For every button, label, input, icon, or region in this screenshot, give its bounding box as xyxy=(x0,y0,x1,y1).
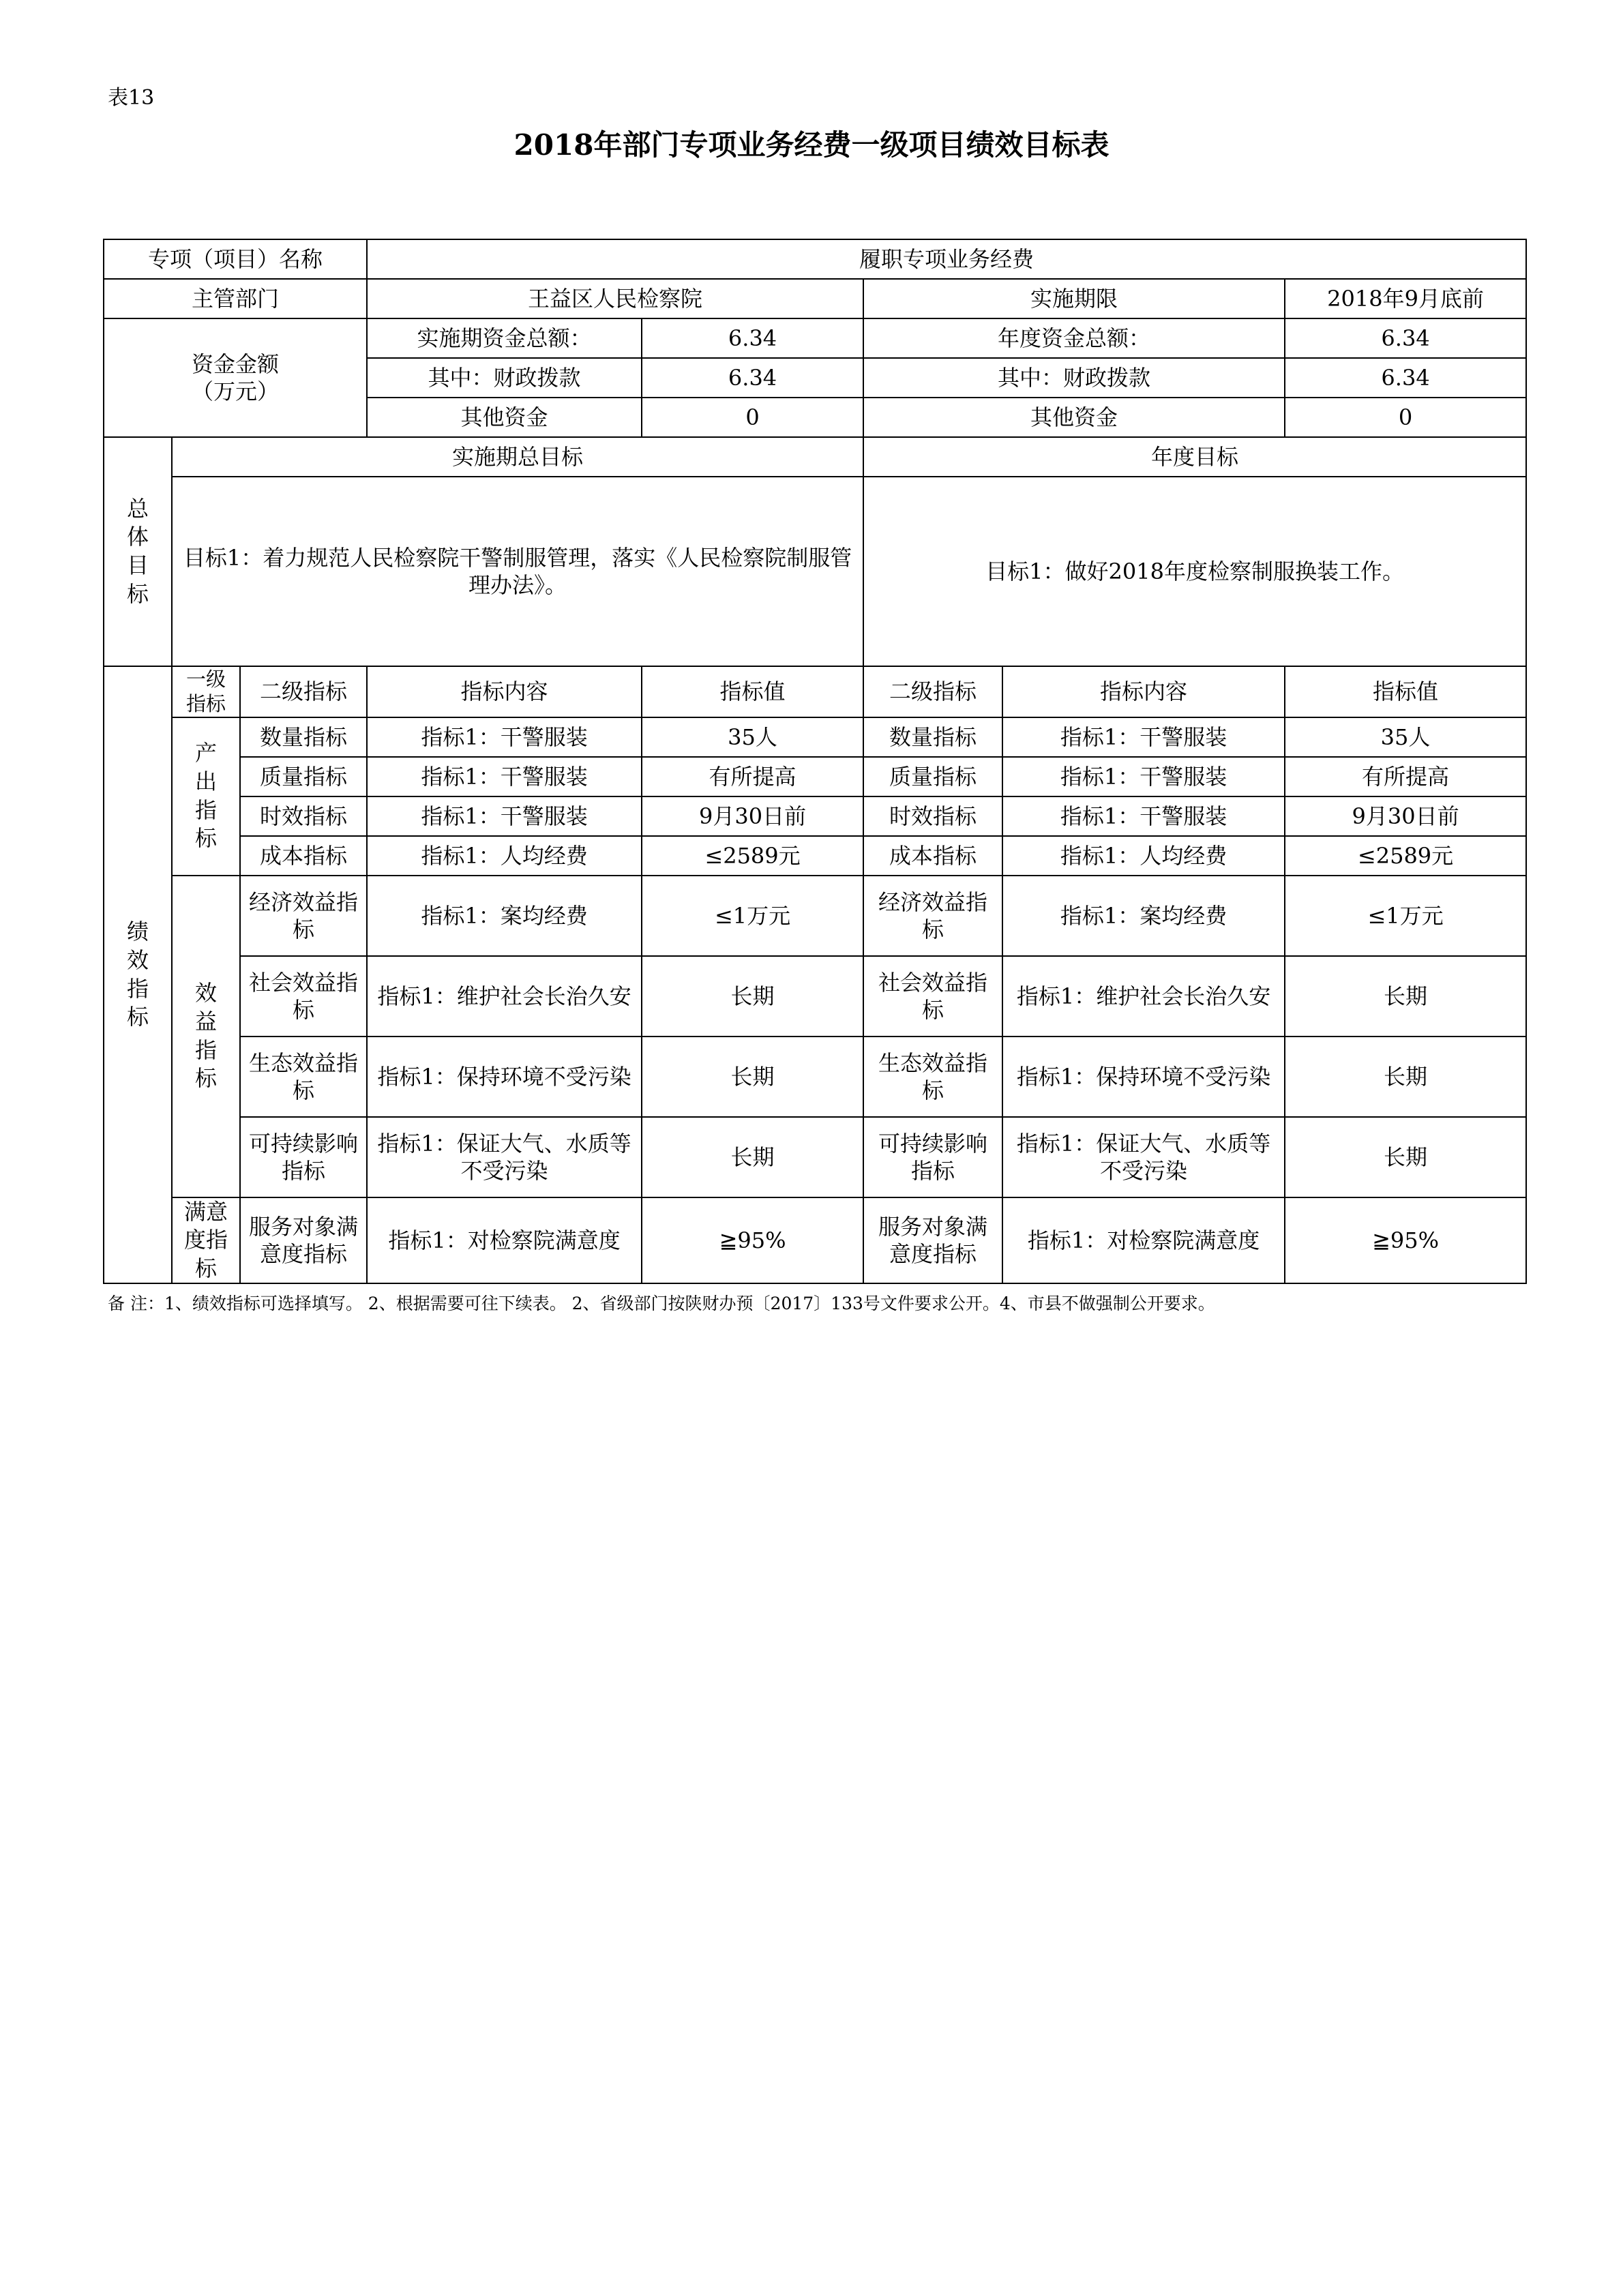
department-row xyxy=(104,279,1526,318)
level2-cell-annual: 社会效益指标 xyxy=(863,956,1002,1037)
value-cell: ≤2589元 xyxy=(642,836,863,876)
level2-cell-annual: 时效指标 xyxy=(863,796,1002,836)
value-cell: 有所提高 xyxy=(642,757,863,796)
funds-label-line1: 资金金额 xyxy=(192,351,280,377)
content-cell-annual: 指标1：干警服装 xyxy=(1002,796,1285,836)
annual-goal-text: 目标1：做好2018年度检察制服换装工作。 xyxy=(863,477,1526,666)
impl-fiscal-label: 其中：财政拨款 xyxy=(367,358,642,398)
impl-goal-text: 目标1：着力规范人民检察院干警制服管理，落实《人民检察院制服管理办法》。 xyxy=(172,477,863,666)
level2-cell: 经济效益指标 xyxy=(240,876,367,956)
level2-cell-annual: 可持续影响指标 xyxy=(863,1117,1002,1197)
level2-header-annual: 二级指标 xyxy=(863,666,1002,717)
content-cell: 指标1：干警服装 xyxy=(367,796,642,836)
impl-total-value: 6.34 xyxy=(642,318,863,358)
indicator-row xyxy=(104,1037,1526,1117)
impl-other-label: 其他资金 xyxy=(367,398,642,437)
content-cell-annual: 指标1：对检察院满意度 xyxy=(1002,1197,1285,1284)
content-cell-annual: 指标1：人均经费 xyxy=(1002,836,1285,876)
level2-cell-annual: 生态效益指标 xyxy=(863,1037,1002,1117)
content-cell-annual: 指标1：干警服装 xyxy=(1002,717,1285,757)
content-cell-annual: 指标1：保证大气、水质等不受污染 xyxy=(1002,1117,1285,1197)
annual-other-value: 0 xyxy=(1285,398,1526,437)
annual-fiscal-label: 其中：财政拨款 xyxy=(863,358,1285,398)
content-cell: 指标1：维护社会长治久安 xyxy=(367,956,642,1037)
indicator-row xyxy=(104,956,1526,1037)
performance-indicators-label: 绩效指标 xyxy=(104,666,172,1283)
level2-cell-annual: 质量指标 xyxy=(863,757,1002,796)
value-cell: ≧95% xyxy=(642,1197,863,1284)
annual-total-label: 年度资金总额： xyxy=(863,318,1285,358)
indicator-row xyxy=(104,836,1526,876)
level2-cell-annual: 服务对象满意度指标 xyxy=(863,1197,1002,1284)
footnote: 备 注：1、绩效指标可选择填写。 2、根据需要可往下续表。 2、省级部门按陕财办预〔2017〕133号文件要求公开。4、市县不做强制公开要求。 xyxy=(108,1294,1215,1313)
value-cell-annual: 有所提高 xyxy=(1285,757,1526,796)
value-cell: 长期 xyxy=(642,1037,863,1117)
table-label: 表13 xyxy=(108,86,155,110)
content-cell: 指标1：干警服装 xyxy=(367,717,642,757)
value-cell-annual: 35人 xyxy=(1285,717,1526,757)
value-header-annual: 指标值 xyxy=(1285,666,1526,717)
indicator-row xyxy=(104,717,1526,757)
indicator-row xyxy=(104,757,1526,796)
level2-cell: 时效指标 xyxy=(240,796,367,836)
project-name-row xyxy=(104,239,1526,279)
indicator-row xyxy=(104,796,1526,836)
value-cell-annual: 长期 xyxy=(1285,1117,1526,1197)
indicator-row xyxy=(104,876,1526,956)
department-value: 王益区人民检察院 xyxy=(367,279,863,318)
level2-cell: 质量指标 xyxy=(240,757,367,796)
content-cell: 指标1：对检察院满意度 xyxy=(367,1197,642,1284)
project-name-value: 履职专项业务经费 xyxy=(367,239,1526,279)
value-cell-annual: ≤1万元 xyxy=(1285,876,1526,956)
content-cell-annual: 指标1：案均经费 xyxy=(1002,876,1285,956)
value-cell-annual: 长期 xyxy=(1285,956,1526,1037)
annual-total-value: 6.34 xyxy=(1285,318,1526,358)
value-cell: 长期 xyxy=(642,956,863,1037)
value-cell: 9月30日前 xyxy=(642,796,863,836)
indicator-header-row xyxy=(104,666,1526,717)
performance-target-table xyxy=(103,239,1527,1284)
overall-goals-label: 总体目标 xyxy=(104,437,172,666)
value-cell: 长期 xyxy=(642,1117,863,1197)
project-name-label: 专项（项目）名称 xyxy=(104,239,367,279)
value-cell: ≤1万元 xyxy=(642,876,863,956)
impl-other-value: 0 xyxy=(642,398,863,437)
impl-fiscal-value: 6.34 xyxy=(642,358,863,398)
content-header: 指标内容 xyxy=(367,666,642,717)
funds-label-line2: （万元） xyxy=(192,378,280,404)
level2-cell-annual: 成本指标 xyxy=(863,836,1002,876)
level1-header: 一级指标 xyxy=(172,666,240,717)
level2-cell: 数量指标 xyxy=(240,717,367,757)
value-header: 指标值 xyxy=(642,666,863,717)
content-cell-annual: 指标1：保持环境不受污染 xyxy=(1002,1037,1285,1117)
content-cell: 指标1：保证大气、水质等不受污染 xyxy=(367,1117,642,1197)
content-cell-annual: 指标1：维护社会长治久安 xyxy=(1002,956,1285,1037)
content-cell: 指标1：保持环境不受污染 xyxy=(367,1037,642,1117)
content-cell: 指标1：案均经费 xyxy=(367,876,642,956)
value-cell-annual: 长期 xyxy=(1285,1037,1526,1117)
level2-header: 二级指标 xyxy=(240,666,367,717)
annual-goal-header: 年度目标 xyxy=(863,437,1526,477)
content-cell-annual: 指标1：干警服装 xyxy=(1002,757,1285,796)
satisfaction-indicator-group: 满意度指标 xyxy=(172,1197,240,1284)
level2-cell: 生态效益指标 xyxy=(240,1037,367,1117)
level2-cell-annual: 数量指标 xyxy=(863,717,1002,757)
level2-cell: 服务对象满意度指标 xyxy=(240,1197,367,1284)
value-cell: 35人 xyxy=(642,717,863,757)
goals-header-row xyxy=(104,437,1526,477)
output-indicator-group: 产出指标 xyxy=(172,717,240,876)
page-title: 2018年部门专项业务经费一级项目绩效目标表 xyxy=(513,128,1110,162)
content-cell: 指标1：人均经费 xyxy=(367,836,642,876)
level2-cell: 成本指标 xyxy=(240,836,367,876)
funds-label xyxy=(104,318,367,437)
indicator-row xyxy=(104,1117,1526,1197)
department-label: 主管部门 xyxy=(104,279,367,318)
value-cell-annual: ≧95% xyxy=(1285,1197,1526,1284)
annual-other-label: 其他资金 xyxy=(863,398,1285,437)
impl-total-label: 实施期资金总额： xyxy=(367,318,642,358)
value-cell-annual: 9月30日前 xyxy=(1285,796,1526,836)
annual-fiscal-value: 6.34 xyxy=(1285,358,1526,398)
benefit-indicator-group: 效益指标 xyxy=(172,876,240,1197)
level2-cell-annual: 经济效益指标 xyxy=(863,876,1002,956)
level2-cell: 社会效益指标 xyxy=(240,956,367,1037)
level2-cell: 可持续影响指标 xyxy=(240,1117,367,1197)
period-value: 2018年9月底前 xyxy=(1285,279,1526,318)
funds-row-total xyxy=(104,318,1526,358)
value-cell-annual: ≤2589元 xyxy=(1285,836,1526,876)
impl-goal-header: 实施期总目标 xyxy=(172,437,863,477)
content-header-annual: 指标内容 xyxy=(1002,666,1285,717)
goals-text-row xyxy=(104,477,1526,666)
indicator-row xyxy=(104,1197,1526,1284)
content-cell: 指标1：干警服装 xyxy=(367,757,642,796)
period-label: 实施期限 xyxy=(863,279,1285,318)
